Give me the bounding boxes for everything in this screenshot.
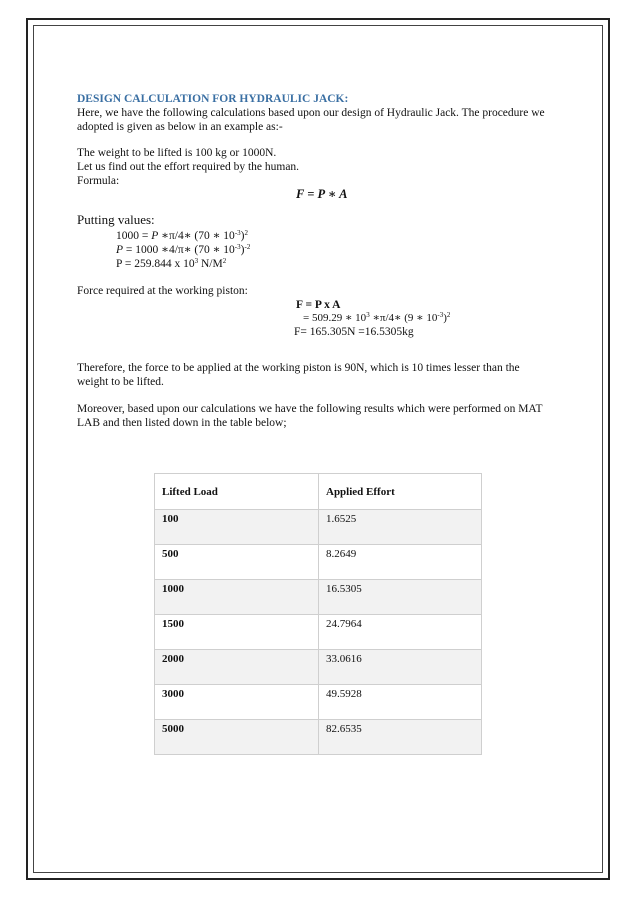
force-label: Force required at the working piston: [77,285,248,297]
eq2-close: ) [240,244,245,256]
eq2-exp1: -3 [234,243,241,251]
equation-3 [116,257,226,271]
fp2-e2: -3 [437,311,444,319]
therefore-line-1: Therefore, the force to be applied at the working piston is 90N, which is 10 times lesser than the [77,362,520,374]
eq2-var: P [116,244,124,256]
effort-line: Let us find out the effort required by the human. [77,161,300,173]
lifted-load-cell: 5000 [155,720,319,755]
eq1-var: P [151,230,159,242]
equation-1 [116,229,248,243]
therefore-line-2: weight to be lifted. [77,376,164,388]
eq1-exp1: -3 [234,229,241,237]
fp2-c: ) [443,312,447,324]
intro-line-2: adopted is given as below in an example as:- [77,121,283,133]
applied-effort-cell: 82.6535 [319,720,482,755]
lifted-load-cell: 1500 [155,615,319,650]
eq1-mid: ∗π/4∗ (70 ∗ 10 [158,230,235,242]
force-equation-3: F= 165.305N =16.5305kg [294,326,414,338]
equation-2 [116,243,250,257]
lifted-load-cell: 3000 [155,685,319,720]
table-row [155,720,482,755]
table-row [155,615,482,650]
lifted-load-cell: 1000 [155,580,319,615]
fp2-a: = 509.29 ∗ 10 [303,312,367,324]
table-row [155,510,482,545]
moreover-line-2: LAB and then listed down in the table below; [77,417,287,429]
eq3-unit: N/M [198,258,223,270]
eq1-exp2: 2 [244,229,248,237]
section-heading: DESIGN CALCULATION FOR HYDRAULIC JACK: [77,93,349,105]
eq1-close: ) [240,230,245,242]
table-row [155,580,482,615]
table-row [155,685,482,720]
header-lifted-load: Lifted Load [155,474,319,510]
putting-values-label: Putting values: [77,212,155,227]
eq1-lhs: 1000 = [116,230,152,242]
eq3-exp: 3 [194,257,199,265]
eq3-unit-exp: 2 [222,257,227,265]
lifted-load-cell: 500 [155,545,319,580]
weight-line: The weight to be lifted is 100 kg or 1000N. [77,147,277,159]
fp2-e1: 3 [366,311,370,319]
eq2-mid: = 1000 ∗4/π∗ (70 ∗ 10 [123,244,235,256]
applied-effort-cell: 16.5305 [319,580,482,615]
fp2-e3: 2 [446,311,451,319]
eq2-exp2: -2 [244,243,251,251]
applied-effort-cell: 1.6525 [319,510,482,545]
table-header-row [155,474,482,510]
force-equation-1: F = P x A [296,299,341,311]
force-equation-2 [303,311,450,325]
applied-effort-cell: 49.5928 [319,685,482,720]
results-table [154,473,482,755]
formula-label: Formula: [77,175,120,187]
header-applied-effort: Applied Effort [319,474,482,510]
table-row [155,650,482,685]
formula: F = P ∗ A [296,187,348,201]
eq3-base: P = 259.844 x 10 [116,258,195,270]
fp2-b: ∗π/4∗ (9 ∗ 10 [369,312,438,324]
table-row [155,545,482,580]
intro-line-1: Here, we have the following calculations based upon our design of Hydraulic Jack. The procedure we [77,107,545,119]
applied-effort-cell: 33.0616 [319,650,482,685]
lifted-load-cell: 2000 [155,650,319,685]
applied-effort-cell: 24.7964 [319,615,482,650]
moreover-line-1: Moreover, based upon our calculations we have the following results which were performed on MAT [77,403,543,415]
lifted-load-cell: 100 [155,510,319,545]
applied-effort-cell: 8.2649 [319,545,482,580]
